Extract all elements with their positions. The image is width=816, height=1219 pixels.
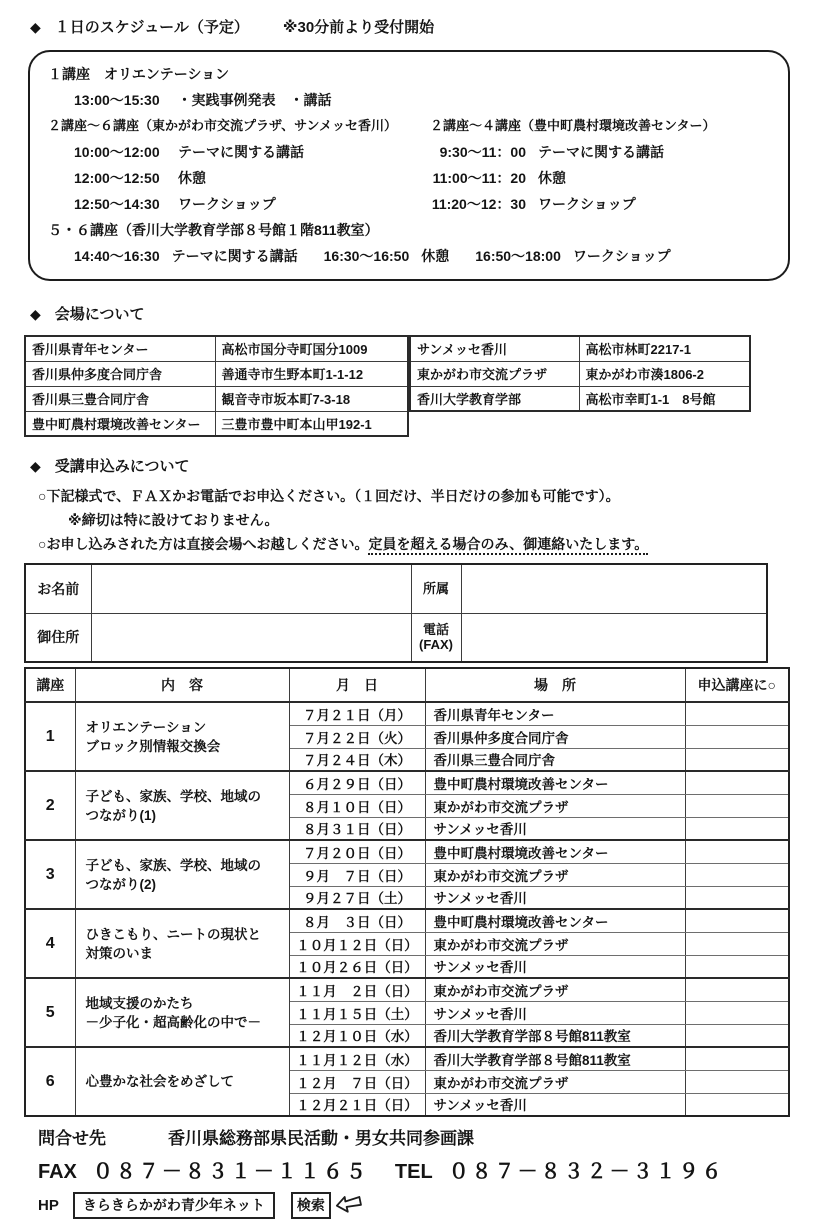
course1-schedule-line: [48, 87, 776, 113]
course-content-line: 子ども、家族、学校、地域の: [85, 788, 261, 804]
organization-name: 香川県総務部県民活動・男女共同参画課: [168, 1129, 474, 1148]
schedule-row: [48, 191, 430, 217]
col-header-content: 内 容: [75, 668, 289, 702]
application-heading: [30, 455, 792, 476]
session-place: 香川県青年センター: [425, 702, 685, 725]
session-date: １１月１２日（水）: [289, 1047, 425, 1070]
search-term-box: きらきらかがわ青少年ネット: [73, 1192, 275, 1219]
table-row: [25, 978, 789, 1001]
venue-address: 高松市国分寺町国分1009: [215, 336, 408, 361]
course56-schedule-line: [48, 243, 776, 269]
venue-address: 高松市幸町1-1 8号館: [579, 386, 750, 411]
session-place: 東かがわ市交流プラザ: [425, 1070, 685, 1093]
col-header-date: 月 日: [289, 668, 425, 702]
session-place: 東かがわ市交流プラザ: [425, 978, 685, 1001]
schedule-row: [430, 139, 776, 165]
col-header-course: 講座: [25, 668, 75, 702]
course-content: [75, 771, 289, 840]
session-date: ９月２７日（土）: [289, 886, 425, 909]
session-place: 豊中町農村環境改善センター: [425, 909, 685, 932]
diamond-bullet-icon: ◆: [30, 306, 41, 322]
course-content-line: 対策のいま: [85, 945, 153, 961]
schedule-row: [430, 165, 776, 191]
apply-mark-cell[interactable]: [685, 909, 789, 932]
session-place: サンメッセ香川: [425, 1093, 685, 1116]
schedule-box: [28, 50, 790, 281]
col-header-place: 場 所: [425, 668, 685, 702]
session-time: 13:00～15:30: [74, 92, 160, 108]
course56-schedule-title: ５・６講座（香川大学教育学部８号館１階811教室）: [48, 222, 379, 238]
session-place: 香川県仲多度合同庁舎: [425, 725, 685, 748]
schedule-row: [48, 139, 430, 165]
venue-name: 東かがわ市交流プラザ: [410, 361, 579, 386]
application-instructions: [38, 484, 792, 556]
course-schedule-table: [24, 667, 790, 1117]
apply-deadline-note: ※締切は特に設けておりません。: [68, 512, 279, 528]
venue-tables: [24, 335, 792, 437]
session-place: 香川大学教育学部８号館811教室: [425, 1047, 685, 1070]
venue-name: 香川大学教育学部: [410, 386, 579, 411]
venue-name: サンメッセ香川: [410, 336, 579, 361]
affiliation-field[interactable]: [461, 564, 767, 613]
venue-address: 東かがわ市湊1806-2: [579, 361, 750, 386]
session-place: 香川大学教育学部８号館811教室: [425, 1024, 685, 1047]
table-row: [25, 564, 767, 613]
course-content-line: 子ども、家族、学校、地域の: [85, 857, 261, 873]
apply-mark-cell[interactable]: [685, 702, 789, 725]
session-place: 豊中町農村環境改善センター: [425, 771, 685, 794]
session-activity: 休憩: [178, 170, 206, 186]
session-time: 14:40～16:30: [74, 248, 160, 264]
apply-mark-cell[interactable]: [685, 1024, 789, 1047]
course-content-line: －少子化・超高齢化の中で－: [85, 1014, 261, 1030]
session-place: 豊中町農村環境改善センター: [425, 840, 685, 863]
table-header-row: [25, 668, 789, 702]
phone-field[interactable]: [461, 613, 767, 662]
course-content: [75, 1047, 289, 1116]
apply-mark-cell[interactable]: [685, 932, 789, 955]
venue-name: 香川県青年センター: [25, 336, 215, 361]
table-row: [25, 840, 789, 863]
apply-mark-cell[interactable]: [685, 1070, 789, 1093]
venue-name: 香川県三豊合同庁舎: [25, 386, 215, 411]
apply-mark-cell[interactable]: [685, 817, 789, 840]
course-content: [75, 702, 289, 771]
session-place: サンメッセ香川: [425, 1001, 685, 1024]
apply-instruction-text: ○お申し込みされた方は直接会場へお越しください。: [38, 536, 369, 552]
course-content: [75, 978, 289, 1047]
address-label: 御住所: [25, 613, 91, 662]
venue-address: 観音寺市坂本町7-3-18: [215, 386, 408, 411]
session-time: 16:50～18:00: [475, 248, 561, 264]
session-activity: 休憩: [538, 170, 566, 186]
course-content: [75, 909, 289, 978]
course1-schedule-title: １講座 オリエンテーション: [48, 66, 230, 82]
apply-mark-cell[interactable]: [685, 1093, 789, 1116]
phone-label-line: 電話: [422, 622, 449, 638]
session-place: サンメッセ香川: [425, 817, 685, 840]
session-activity: テーマに関する講話: [178, 144, 304, 160]
venue-name: 香川県仲多度合同庁舎: [25, 361, 215, 386]
course-number: 3: [25, 840, 75, 909]
name-label: お名前: [25, 564, 91, 613]
session-date: １２月 ７日（日）: [289, 1070, 425, 1093]
fax-label-line: (FAX): [419, 637, 453, 653]
apply-instruction-line: [38, 532, 792, 556]
apply-mark-cell[interactable]: [685, 840, 789, 863]
apply-mark-cell[interactable]: [685, 794, 789, 817]
course-content-line: ひきこもり、ニートの現状と: [85, 926, 261, 942]
course-content: [75, 840, 289, 909]
schedule-row: [430, 191, 776, 217]
table-row: [25, 411, 408, 436]
tel-label: TEL: [394, 1161, 433, 1183]
session-activity: ワークショップ: [572, 248, 671, 264]
session-time: 16:30～16:50: [323, 248, 410, 264]
venue-name: 豊中町農村環境改善センター: [25, 411, 215, 436]
course-number: 5: [25, 978, 75, 1047]
apply-mark-cell[interactable]: [685, 978, 789, 1001]
session-date: １１月 ２日（日）: [289, 978, 425, 1001]
reception-note: ※30分前より受付開始: [282, 19, 435, 36]
apply-contact-note-underlined: 定員を超える場合のみ、御連絡いたします。: [368, 536, 648, 555]
fax-label: FAX: [38, 1161, 77, 1183]
session-activity: ワークショップ: [538, 196, 636, 212]
session-place: サンメッセ香川: [425, 886, 685, 909]
session-time: 11:20～12：30: [431, 196, 526, 212]
session-date: ７月２２日（火）: [289, 725, 425, 748]
tel-number: ０８７－８３２－３１９６: [448, 1161, 725, 1183]
right-block-heading: ２講座～４講座（豊中町農村環境改善センター）: [430, 118, 716, 133]
venue-table-right: [409, 335, 751, 412]
session-date: ７月２１日（月）: [289, 702, 425, 725]
table-row: [410, 361, 750, 386]
venue-address: 三豊市豊中町本山甲192-1: [215, 411, 408, 436]
diamond-bullet-icon: ◆: [30, 19, 41, 35]
applicant-form-table: [24, 563, 768, 663]
course-content-line: ブロック別情報交換会: [85, 738, 221, 754]
contact-footer: [38, 1124, 792, 1219]
apply-mark-cell[interactable]: [685, 863, 789, 886]
search-button: 検索: [291, 1192, 331, 1219]
apply-instruction-line: ○下記様式で、ＦＡＸかお電話でお申込ください。（１回だけ、半日だけの参加も可能です）。: [38, 488, 620, 504]
apply-mark-cell[interactable]: [685, 771, 789, 794]
session-place: 東かがわ市交流プラザ: [425, 932, 685, 955]
affiliation-label: 所属: [411, 564, 461, 613]
session-time: 11:00～11：20: [432, 170, 526, 186]
session-date: １２月２１日（日）: [289, 1093, 425, 1116]
table-row: [25, 336, 408, 361]
course-number: 1: [25, 702, 75, 771]
session-time: 10:00～12:00: [74, 144, 160, 160]
course-content-line: 心豊かな社会をめざして: [85, 1074, 234, 1089]
course-content-line: オリエンテーション: [85, 719, 207, 735]
address-field[interactable]: [91, 613, 411, 662]
apply-mark-cell[interactable]: [685, 955, 789, 978]
session-date: １１月１５日（土）: [289, 1001, 425, 1024]
schedule-row: [48, 165, 430, 191]
venue-address: 高松市林町2217-1: [579, 336, 750, 361]
daily-schedule-title: １日のスケジュール（予定）: [54, 19, 249, 36]
left-block-heading: ２講座～６講座（東かがわ市交流プラザ、サンメッセ香川）: [48, 118, 398, 133]
course-content-line: つながり(2): [85, 876, 156, 892]
daily-schedule-heading: [30, 16, 792, 37]
apply-mark-cell[interactable]: [685, 748, 789, 771]
diamond-bullet-icon: ◆: [30, 458, 41, 474]
session-date: １０月１２日（日）: [289, 932, 425, 955]
session-place: 東かがわ市交流プラザ: [425, 863, 685, 886]
apply-mark-cell[interactable]: [685, 1001, 789, 1024]
session-date: ７月２４日（木）: [289, 748, 425, 771]
apply-mark-cell[interactable]: [685, 725, 789, 748]
session-date: ７月２０日（日）: [289, 840, 425, 863]
table-row: [25, 361, 408, 386]
apply-mark-cell[interactable]: [685, 1047, 789, 1070]
table-row: [25, 702, 789, 725]
inquiry-label: 問合せ先: [38, 1129, 106, 1148]
course-number: 6: [25, 1047, 75, 1116]
phone-fax-label: [411, 613, 461, 662]
session-time: 12:50～14:30: [74, 196, 160, 212]
session-time: 12:00～12:50: [74, 170, 160, 186]
session-activity: 休憩: [421, 248, 450, 264]
session-date: １２月１０日（水）: [289, 1024, 425, 1047]
session-activity: テーマに関する講話: [538, 144, 664, 160]
application-title: 受講申込みについて: [54, 458, 190, 475]
table-row: [25, 771, 789, 794]
table-row: [25, 613, 767, 662]
hp-label: HP: [38, 1197, 59, 1214]
session-activity: ワークショップ: [178, 196, 276, 212]
session-date: ６月２９日（日）: [289, 771, 425, 794]
session-activity: テーマに関する講話: [171, 248, 298, 264]
table-row: [25, 386, 408, 411]
session-date: ８月１０日（日）: [289, 794, 425, 817]
course-content-line: つながり(1): [85, 807, 156, 823]
session-place: サンメッセ香川: [425, 955, 685, 978]
venues-title: 会場について: [54, 306, 145, 323]
name-field[interactable]: [91, 564, 411, 613]
venue-address: 善通寺市生野本町1-1-12: [215, 361, 408, 386]
session-date: ８月３１日（日）: [289, 817, 425, 840]
course-content-line: 地域支援のかたち: [85, 995, 194, 1011]
venue-table-left: [24, 335, 409, 437]
apply-mark-cell[interactable]: [685, 886, 789, 909]
session-place: 香川県三豊合同庁舎: [425, 748, 685, 771]
session-place: 東かがわ市交流プラザ: [425, 794, 685, 817]
table-row: [410, 336, 750, 361]
session-activity: ・実践事例発表 ・講話: [177, 92, 332, 108]
venues-heading: [30, 303, 792, 324]
table-row: [410, 386, 750, 411]
session-date: ８月 ３日（日）: [289, 909, 425, 932]
session-date: ９月 ７日（日）: [289, 863, 425, 886]
table-row: [25, 909, 789, 932]
course-number: 4: [25, 909, 75, 978]
col-header-apply-mark: 申込講座に○: [685, 668, 789, 702]
table-row: [25, 1047, 789, 1070]
course-number: 2: [25, 771, 75, 840]
session-time: 9:30～11：00: [439, 144, 526, 160]
fax-number: ０８７－８３１－１１６５: [92, 1161, 369, 1183]
session-date: １０月２６日（日）: [289, 955, 425, 978]
cursor-arrow-icon: [333, 1192, 364, 1219]
